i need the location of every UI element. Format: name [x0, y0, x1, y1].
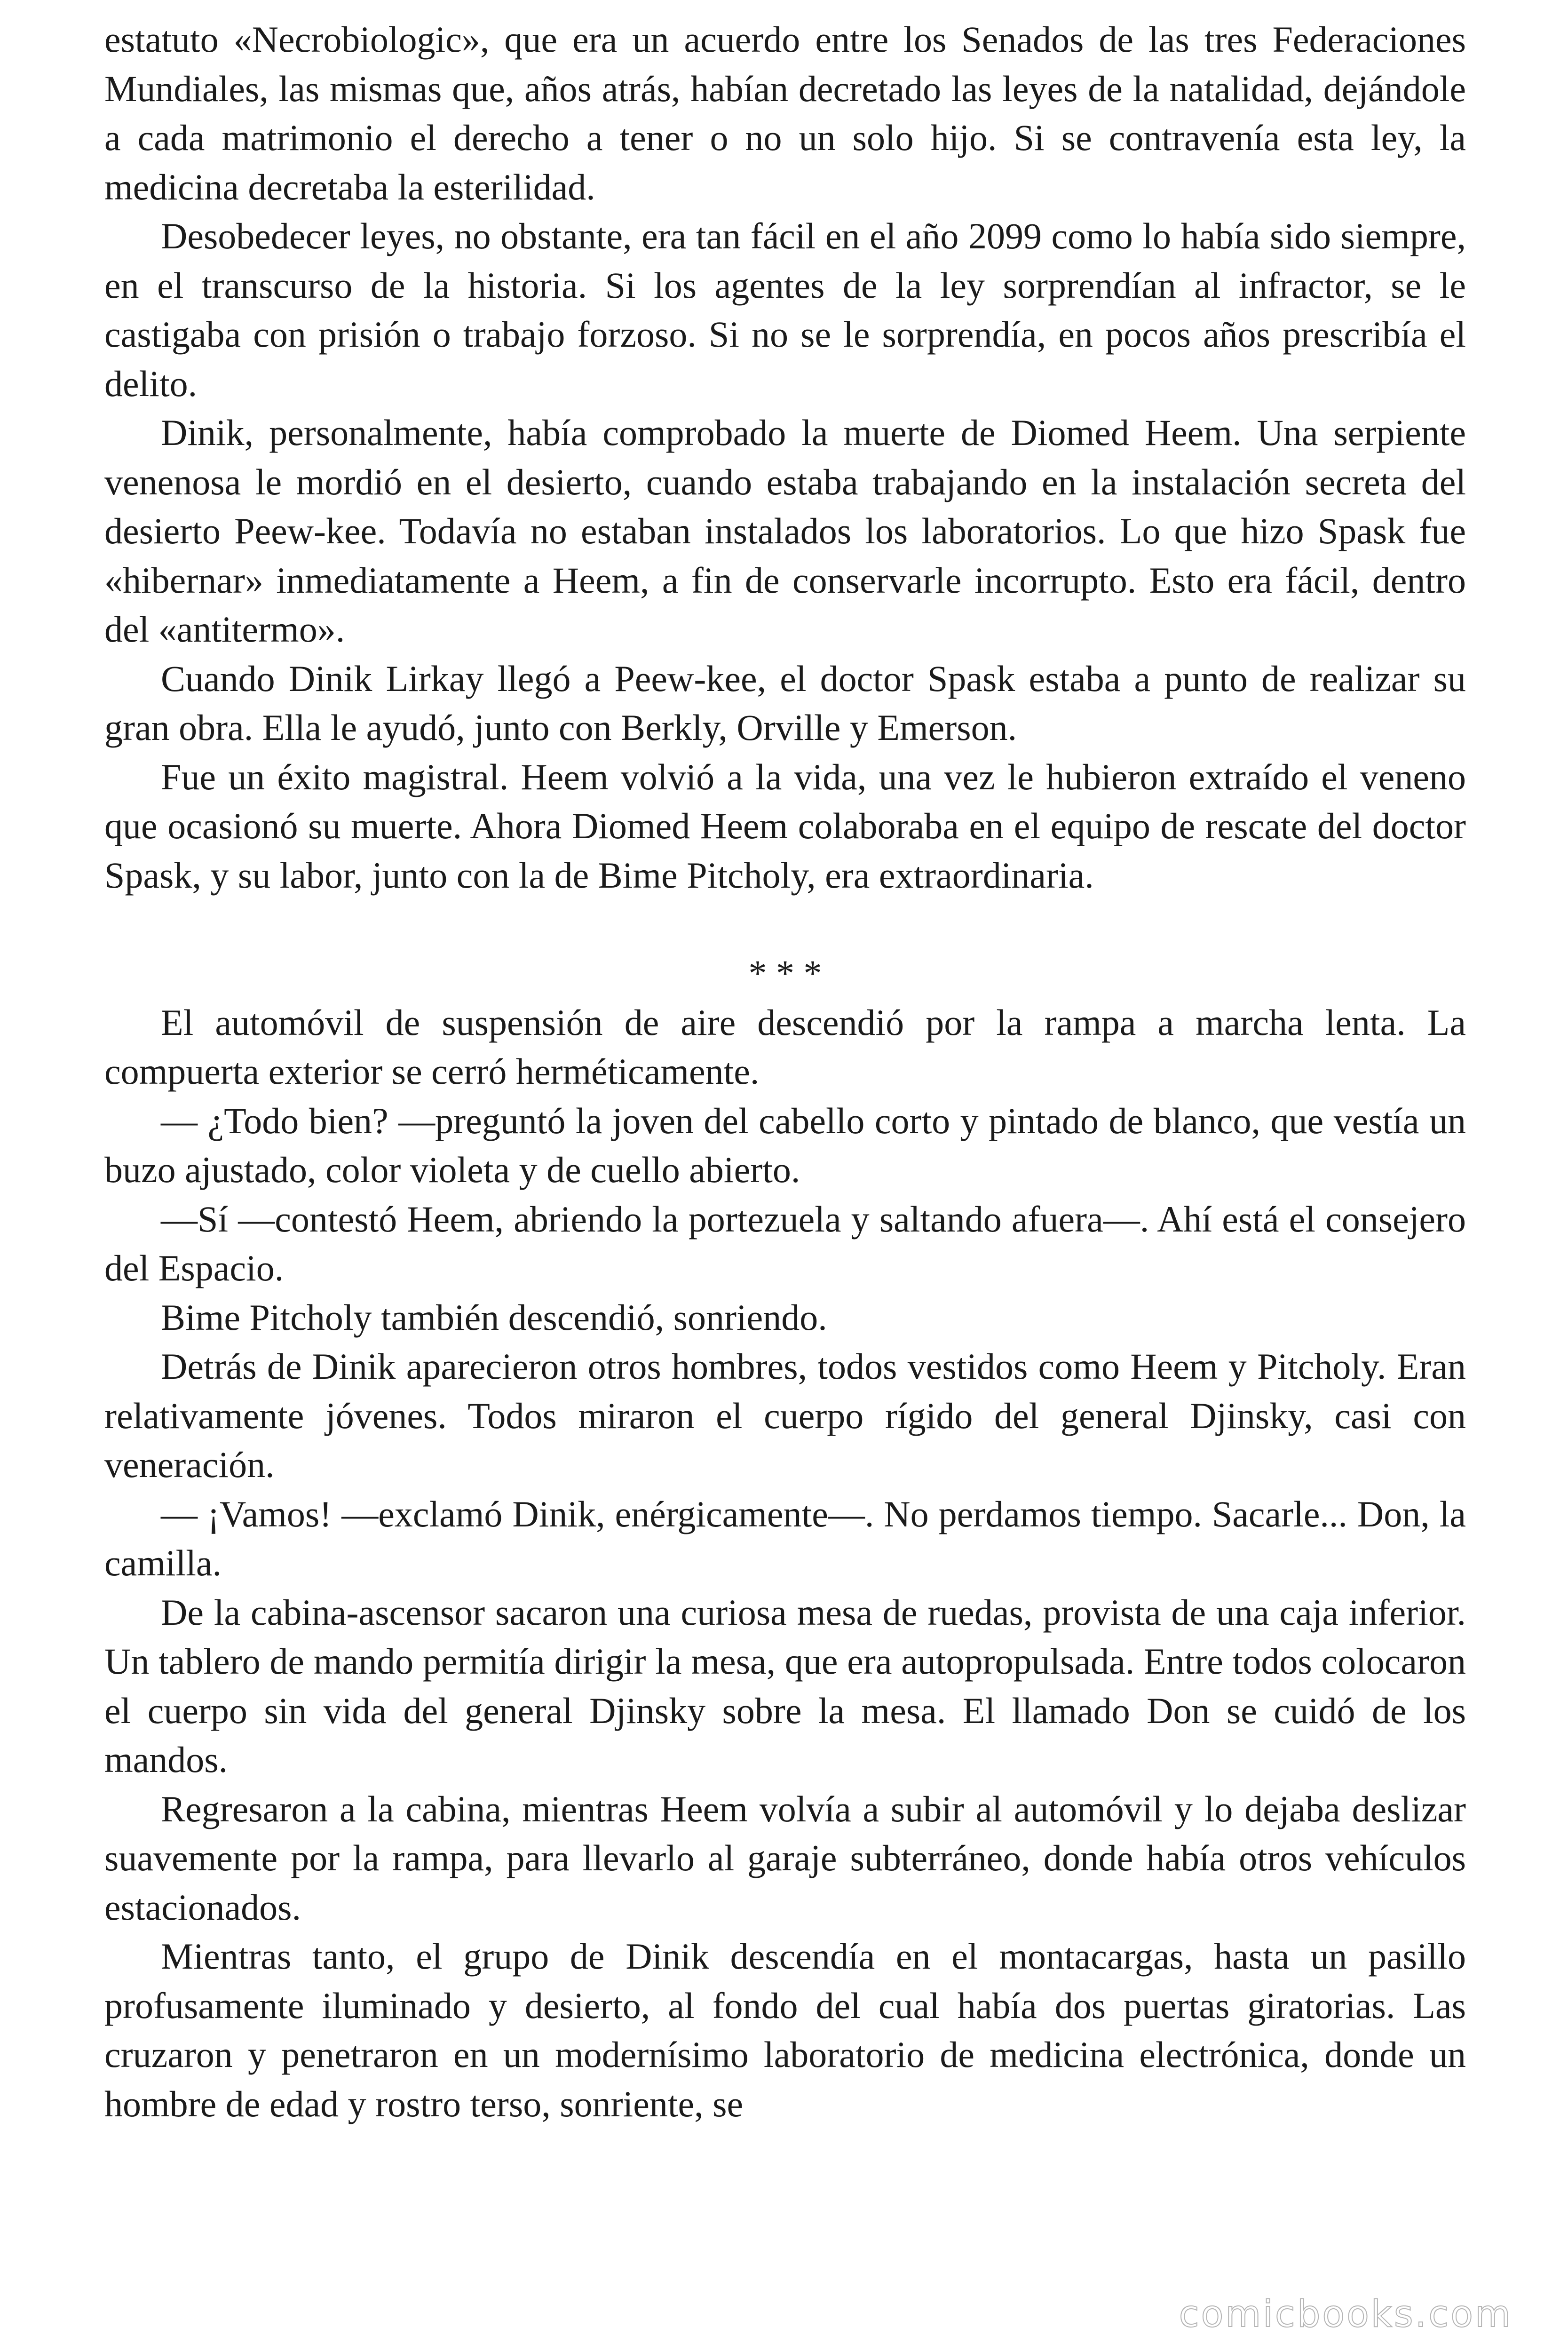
section-separator: * * * — [748, 953, 822, 993]
dialogue-paragraph: — ¿Todo bien? —preguntó la joven del cabello corto y pintado de blanco, que vestía un buzo ajustado, color violeta y de cuello abierto. — [104, 1100, 1466, 1190]
paragraph: Fue un éxito magistral. Heem volvió a la vida, una vez le hubieron extraído el veneno que ocasionó su muerte. Ahora Diomed Heem colaboraba en el equipo de rescate del doctor Spask, y su labor, junto con la de Bime Pitcholy, era extraordinaria. — [104, 756, 1466, 896]
paragraph: De la cabina-ascensor sacaron una curiosa mesa de ruedas, provista de una caja inferior. Un tablero de mando permitía dirigir la mesa, que era autopropulsada. Entre todos colocaron el cuerpo sin vida del general Djinsky sobre la mesa. El llamado Don se cuidó de los mandos. — [104, 1591, 1466, 1780]
section-gap — [104, 900, 1466, 949]
paragraph: Mientras tanto, el grupo de Dinik descendía en el montacargas, hasta un pasillo profusamente iluminado y desierto, al fondo del cual había dos puertas giratorias. Las cruzaron y penetraron en un modernísimo laboratorio de medicina electrónica, donde un hombre de edad y rostro terso, sonriente, se — [104, 1936, 1466, 2124]
paragraph: Dinik, personalmente, había comprobado la muerte de Diomed Heem. Una serpiente venenosa le mordió en el desierto, cuando estaba trabajando en la instalación secreta del desierto Peew-kee. Todavía no estaban instalados los laboratorios. Lo que hizo Spask fue «hibernar» inmediatamente a Heem, a fin de conservarle incorrupto. Esto era fácil, dentro del «antitermo». — [104, 412, 1466, 650]
dialogue-paragraph: —Sí —contestó Heem, abriendo la portezuela y saltando afuera—. Ahí está el consejero del Espacio. — [104, 1198, 1466, 1288]
paragraph: Bime Pitcholy también descendió, sonriendo. — [161, 1296, 827, 1338]
watermark: comicbooks.com — [1179, 2293, 1513, 2336]
paragraph: Desobedecer leyes, no obstante, era tan fácil en el año 2099 como lo había sido siempre, en el transcurso de la historia. Si los agentes de la ley sorprendían al infractor, se le castigaba con prisión o trabajo forzoso. Si no se le sorprendía, en pocos años prescribía el delito. — [104, 215, 1466, 404]
book-page — [104, 15, 1466, 2129]
paragraph: Detrás de Dinik aparecieron otros hombres, todos vestidos como Heem y Pitcholy. Eran relativamente jóvenes. Todos miraron el cuerpo rígido del general Djinsky, casi con veneración. — [104, 1346, 1466, 1485]
paragraph: El automóvil de suspensión de aire descendió por la rampa a marcha lenta. La compuerta exterior se cerró herméticamente. — [104, 1001, 1466, 1092]
paragraph: Cuando Dinik Lirkay llegó a Peew-kee, el doctor Spask estaba a punto de realizar su gran obra. Ella le ayudó, junto con Berkly, Orville y Emerson. — [104, 658, 1466, 748]
paragraph: Regresaron a la cabina, mientras Heem volvía a subir al automóvil y lo dejaba deslizar suavemente por la rampa, para llevarlo al garaje subterráneo, donde había otros vehículos estacionados. — [104, 1788, 1466, 1928]
paragraph: estatuto «Necrobiologic», que era un acuerdo entre los Senados de las tres Federaciones Mundiales, las mismas que, años atrás, habían decretado las leyes de la natalidad, dejándole a cada matrimonio el derecho a tener o no un solo hijo. Si se contravenía esta ley, la medicina decretaba la esterilidad. — [104, 19, 1466, 207]
dialogue-paragraph: — ¡Vamos! —exclamó Dinik, enérgicamente—. No perdamos tiempo. Sacarle... Don, la camilla. — [104, 1493, 1466, 1583]
